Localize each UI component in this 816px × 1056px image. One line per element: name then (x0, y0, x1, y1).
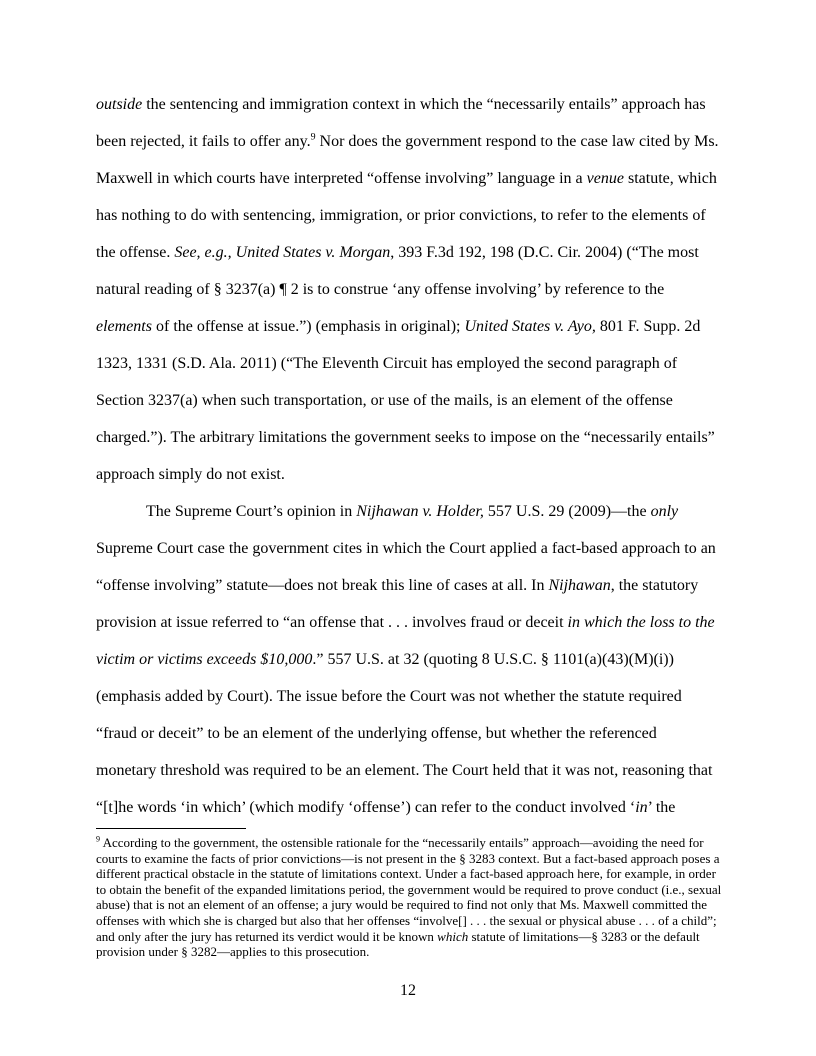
paragraph-nijhawan (96, 493, 721, 826)
italic-text-run: See, e.g., United States v. Morgan (174, 244, 391, 261)
text-run: of the offense at issue.”) (emphasis in original); (151, 318, 465, 335)
italic-text-run: which (437, 928, 469, 944)
text-run: The Supreme Court’s opinion in (146, 503, 357, 520)
text-run: statute, which has nothing to do with sentencing, immigration, or prior convictions, to refer to the elements of the offense. (96, 170, 717, 261)
text-run: Supreme Court case the government cites in which the Court applied a fact-based approach to an “offense involving” statute—does not break this line of cases at all. In (96, 540, 716, 594)
italic-text-run: outside (96, 96, 143, 113)
italic-text-run: in (635, 799, 648, 816)
footnote-separator (96, 828, 246, 829)
text-run: , the statutory provision at issue referred to “an offense that . . . involves fraud or deceit (96, 577, 699, 631)
italic-text-run: Nijhawan (548, 577, 611, 594)
body-text (96, 86, 721, 826)
text-run: According to the government, the ostensible rationale for the “necessarily entails” approach—avoiding the need for courts to examine the facts of prior convictions—is not present in the § 3283 context. But a fact-based approach poses a different practical obstacle in the statute of limitations context. Under a fact-based approach here, for example, in order to obtain the benefit of the expanded limitations period, the government would be required to prove conduct (i.e., sexual abuse) that is not an element of an offense; a jury would be required to find not only that Ms. Maxwell committed the offenses with which she is charged but also that her offenses “involve[] . . . the sexual or physical abuse . . . of a child”; and only after the jury has returned its verdict would it be known (96, 835, 722, 944)
text-run: Nor does the government respond to the case law cited by Ms. Maxwell in which courts have interpreted “offense involving” language in a (96, 133, 719, 187)
footnote-marker: 9 (96, 834, 101, 844)
text-run: .” 557 U.S. at 32 (quoting 8 U.S.C. § 1101(a)(43)(M)(i)) (emphasis added by Court). The issue before the Court was not whether the statute required “fraud or deceit” to be an element of the underlying offense, but whether the referenced monetary threshold was required to be an element. The Court held that it was not, reasoning that “[t]he words ‘in which’ (which modify ‘offense’) can refer to the conduct involved ‘ (96, 651, 713, 816)
italic-text-run: only (650, 503, 679, 520)
footnote-9 (96, 835, 722, 960)
italic-text-run: in which the loss to the victim or victims exceeds $10,000 (96, 614, 715, 668)
footnote-marker: 9 (310, 131, 316, 143)
italic-text-run: United States v. Ayo, (464, 318, 596, 335)
text-run: 557 U.S. 29 (2009)—the (483, 503, 651, 520)
italic-text-run: venue (586, 170, 624, 187)
text-run: , 393 F.3d 192, 198 (D.C. Cir. 2004) (“The most natural reading of § 3237(a) ¶ 2 is to construe ‘any offense involving’ by reference to the (96, 244, 699, 298)
text-run: the sentencing and immigration context in which the “necessarily entails” approach has been rejected, it fails to offer any. (96, 96, 706, 150)
text-run: ’ the (647, 799, 676, 816)
italic-text-run: elements (96, 318, 152, 335)
text-run: statute of limitations—§ 3283 or the default provision under § 3282—applies to this prosecution. (96, 928, 700, 960)
page-number: 12 (400, 982, 416, 999)
paragraph-continuation (96, 86, 721, 493)
italic-text-run: Nijhawan v. Holder, (356, 503, 484, 520)
text-run: 801 F. Supp. 2d 1323, 1331 (S.D. Ala. 2011) (“The Eleventh Circuit has employed the second paragraph of Section 3237(a) when such transportation, or use of the mails, is an element of the offense charged.”). The arbitrary limitations the government seeks to impose on the “necessarily entails” approach simply do not exist. (96, 318, 715, 483)
